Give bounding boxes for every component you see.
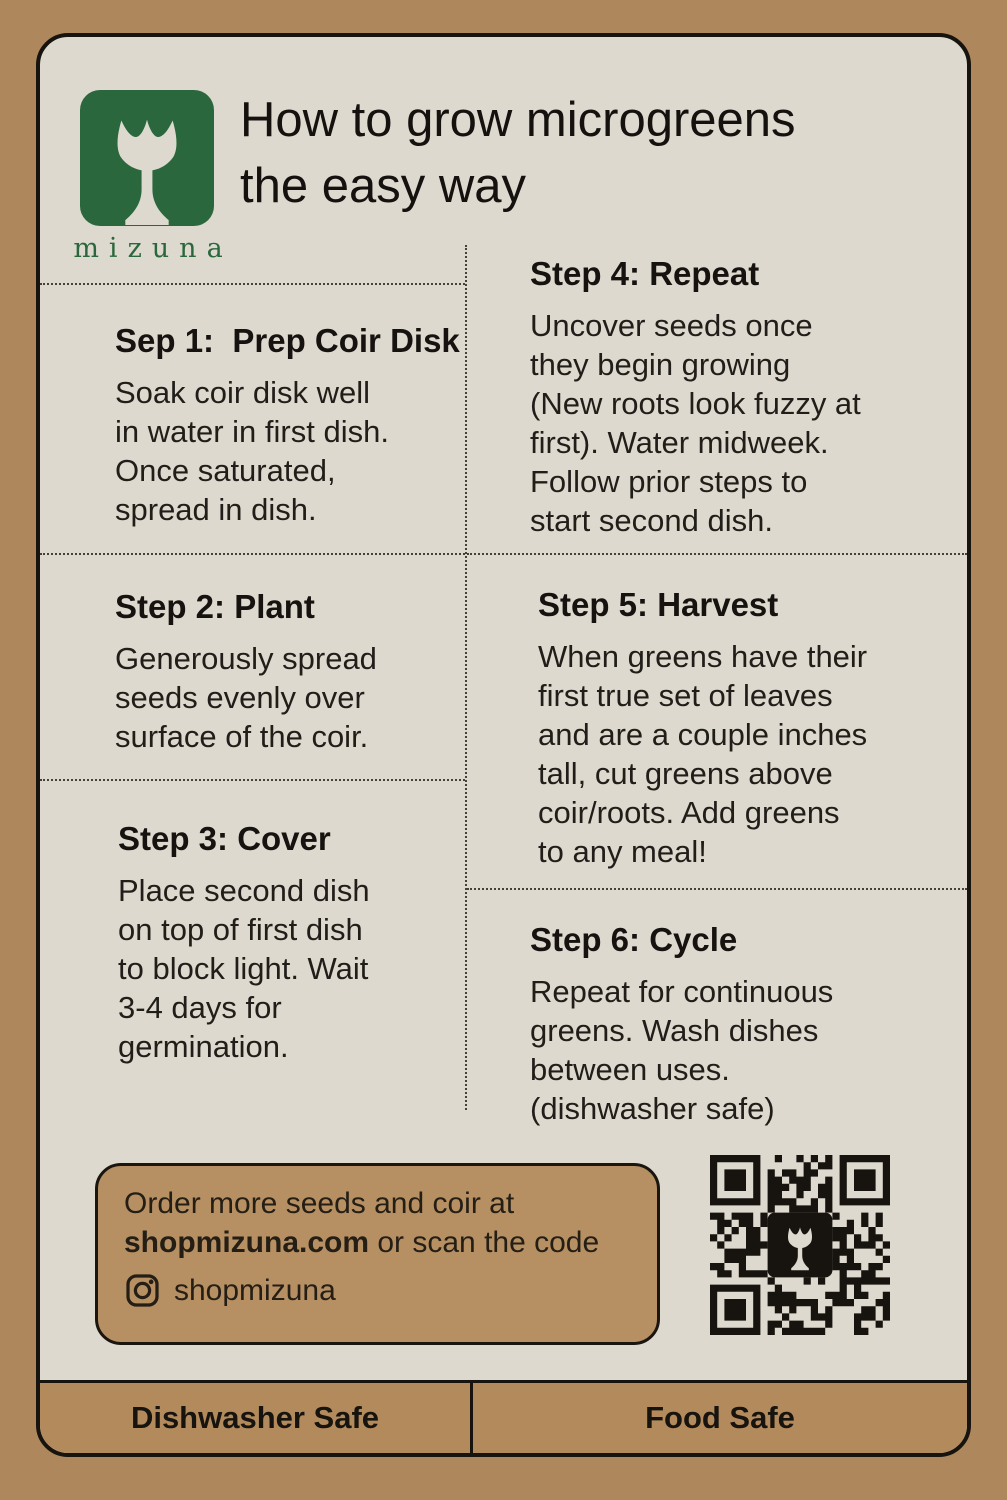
- step-6-section: [467, 888, 967, 1148]
- step-5-body: When greens have their first true set of leaves and are a couple inches tall, cut greens above coir/roots. Add greens to any meal!: [538, 639, 868, 869]
- step-2-section: [40, 553, 465, 779]
- instagram-handle: shopmizuna: [174, 1273, 336, 1307]
- step-2-body: Generously spread seeds evenly over surface of the coir.: [115, 641, 377, 754]
- footer-badges: [40, 1380, 967, 1453]
- step-4-section: [467, 245, 967, 553]
- instagram-icon: [124, 1272, 161, 1309]
- step-1-section: [40, 283, 465, 553]
- step-1-title: Sep 1: Prep Coir Disk: [115, 322, 460, 359]
- order-line-1: Order more seeds and coir at: [124, 1187, 515, 1220]
- page-title: How to grow microgreens the easy way: [240, 93, 796, 213]
- order-site-url: shopmizuna.com: [124, 1226, 370, 1259]
- order-line-2: [124, 1223, 657, 1262]
- dishwasher-safe-badge: Dishwasher Safe: [40, 1383, 473, 1453]
- instagram-row: [124, 1272, 657, 1309]
- step-4-body: Uncover seeds once they begin growing (New roots look fuzzy at first). Water midweek. Follow prior steps to start second dish.: [530, 308, 861, 538]
- step-5-section: [467, 553, 967, 888]
- step-3-title: Step 3: Cover: [118, 820, 331, 857]
- order-callout: [95, 1163, 660, 1345]
- step-5-title: Step 5: Harvest: [538, 586, 779, 623]
- step-3-body: Place second dish on top of first dish to block light. Wait 3-4 days for germination.: [118, 873, 370, 1064]
- step-3-section: [40, 779, 465, 1110]
- step-4-title: Step 4: Repeat: [530, 255, 760, 292]
- brand-name: mizuna: [73, 233, 233, 264]
- brand-logo-badge: [80, 90, 214, 226]
- step-6-body: Repeat for continuous greens. Wash dishes between uses. (dishwasher safe): [530, 974, 834, 1126]
- tulip-icon: [80, 90, 214, 226]
- step-2-title: Step 2: Plant: [115, 588, 315, 625]
- instruction-card: [36, 33, 971, 1457]
- step-6-title: Step 6: Cycle: [530, 921, 738, 958]
- step-1-body: Soak coir disk well in water in first dish. Once saturated, spread in dish.: [115, 375, 389, 527]
- qr-code: [710, 1155, 890, 1335]
- food-safe-badge: Food Safe: [645, 1400, 795, 1435]
- order-line-2-rest: or scan the code: [369, 1226, 600, 1259]
